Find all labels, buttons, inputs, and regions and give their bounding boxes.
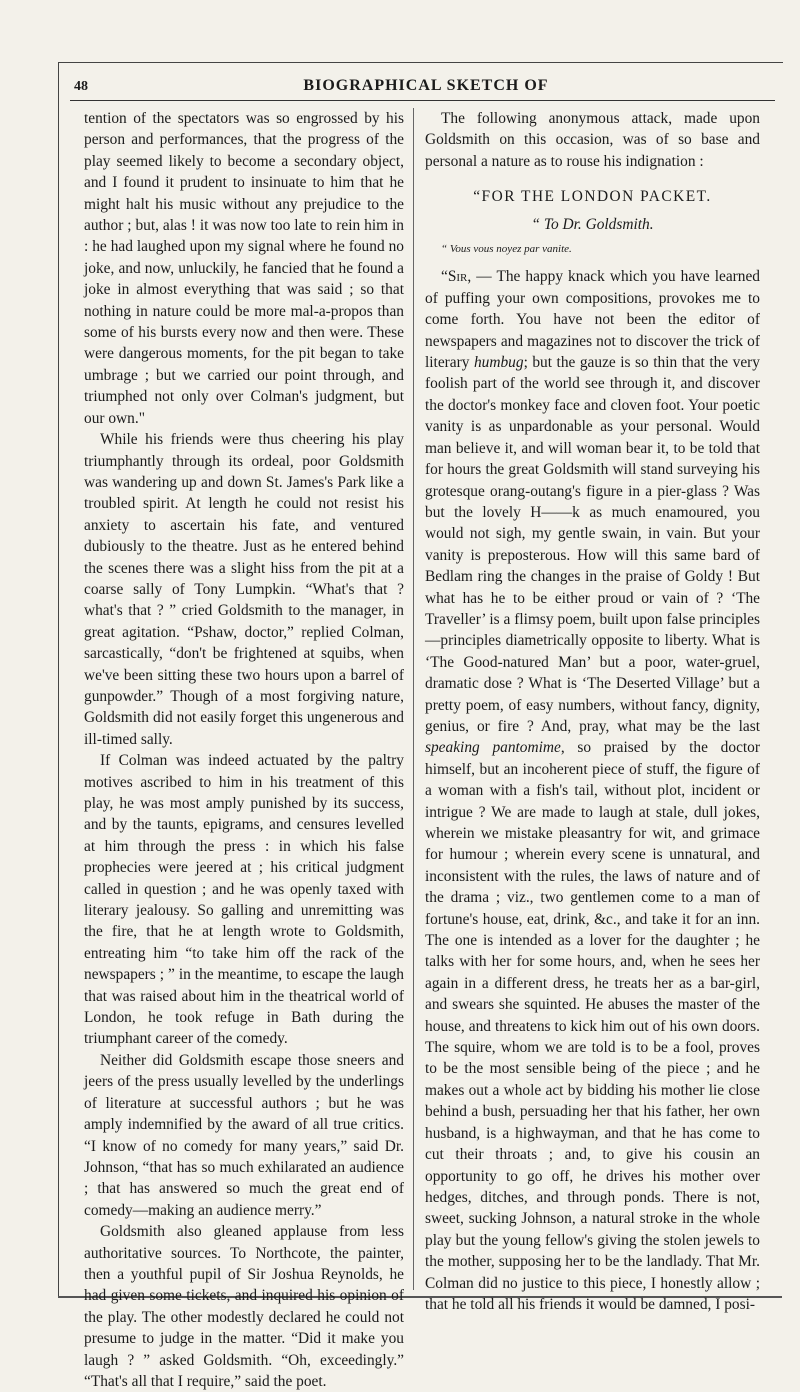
letter-body [425,266,760,1315]
italic-humbug: humbug [473,354,524,372]
paragraph-northcote: Goldsmith also gleaned applause from less authoritative sources. To Northcote, the painter, then a youthful pupil of Sir Joshua Reynolds, he had given some tickets, and inquired his opinion of the play. The other modestly declared he could not presume to judge in the matter. “Did it make you laugh ? ” asked Goldsmith. “Oh, exceedingly.” “That's all that I require,” said the poet. [84,1223,404,1390]
paragraph-continuation: tention of the spectators was so engrossed by his person and performances, that the progress of the play seemed likely to become a secondary object, and I found it prudent to insinuate to him that he might halt his music without any prejudice to the author ; but, alas ! it was now too late to rein him in : he had laughed upon my signal where he found no joke, and now, unluckily, he fancied that he found a joke in almost everything that was said ; so that nothing in nature could be more mal-a-propos than some of his bursts every now and then were. These were dangerous moments, for the pit began to take umbrage ; but we carried our point through, and triumphed not only over Colman's judgment, but our own." [84,110,404,427]
letter-body-part-3: , so praised by the doctor himself, but an incoherent piece of stuff, the figure of a woman with a fish's tail, without plot, incident or intrigue ? We are made to laugh at stale, dull jokes, wherein we mistake pleasantry for wit, and grimace for humour ; wherein every scene is unnatural, and inconsistent with the rules, the laws of nature and of the drama ; viz., two gentlemen come to a man of fortune's house, eat, drink, &c., and take it for an inn. The one is intended as a lover for the daughter ; he talks with her for some hours, and, when he sees her again in a different dress, he treats her as a bar-girl, and swears she squinted. He abuses the master of the house, and threatens to kick him out of his own doors. The squire, whom we are told is to be a fool, proves to be the most sensible being of the piece ; and he makes out a whole act by bidding his mother lie close behind a bush, persuading her that his father, her own husband, is a highwayman, and that he has come to cut their throats ; and, to give his cousin an opportunity to go off, he drives his mother over hedges, ditches, and through ponds. There is not, sweet, sucking Johnson, a natural stroke in the whole play but the young fellow's giving the stolen jewels to the mother, supposing her to be the landlady. That Mr. Colman did no justice to this piece, I honestly allow ; that he told all his friends it would be damned, I posi- [425,739,760,1313]
letter-body-part-1: — The happy knack which you have learned of puffing your own compositions, provokes me to come forth. You have not been the editor of newspapers and magazines not to discover the trick of literary [425,268,760,372]
letter-motto: “ Vous vous noyez par vanite. [441,243,572,256]
paragraph-anonymous-attack-intro: The following anonymous attack, made upon Goldsmith on this occasion, was of so base and personal a nature as to rouse his indignation : [425,110,760,170]
letter-salutation: “Sir, [441,268,472,286]
paragraph-johnson-praise: Neither did Goldsmith escape those sneers and jeers of the press usually levelled by the underlings of literature at successful authors ; but he was amply indemnified by the award of all true critics. “I know of no comedy for many years,” said Dr. Johnson, “that has so much exhilarated an audience ; that has answered so much the great end of comedy—making an audience merry.” [84,1051,404,1219]
left-column [84,108,404,1392]
running-title: BIOGRAPHICAL SKETCH OF [303,77,549,94]
header-rule [70,100,775,101]
letter-addressee: “ To Dr. Goldsmith. [531,215,654,233]
page-number: 48 [74,79,88,94]
page-header [70,73,782,103]
italic-speaking-pantomime: speaking pantomime [425,739,561,757]
letter-body-part-2: ; but the gauze is so thin that the very foolish part of the world see through it, and discover the doctor's monkey face and cloven foot. Your poetic vanity is as unpardonable as your personal. Would man believe it, and will woman bear it, to be told that for hours the great Goldsmith will stand surveying his grotesque orang-outang's figure in a pier-glass ? Was but the lovely H——k as much enamoured, you would not sigh, my gentle swain, in vain. But your vanity is preposterous. How will this same bard of Bedlam ring the changes in the praise of Goldy ! But what has he to be either proud or vain of ? ‘The Traveller’ is a flimsy poem, built upon false principles—principles diametrically opposite to liberty. What is ‘The Good-natured Man’ but a poor, water-gruel, dramatic dose ? What is ‘The Deserted Village’ but a pretty poem, of easy numbers, without fancy, dignity, genius, or fire ? And, pray, what may be the last [425,354,760,735]
letter-heading: “FOR THE LONDON PACKET. [473,188,712,206]
paragraph-friends-cheering: While his friends were thus cheering his play triumphantly through its ordeal, poor Goldsmith was wandering up and down St. James's Park like a troubled spirit. At length he could not resist his anxiety to ascertain his fate, and ventured dubiously to the theatre. Just as he entered behind the scenes there was a slight hiss from the pit at a coarse sally of Tony Lumpkin. “What's that ? what's that ? ” cried Goldsmith to the manager, in great agitation. “Pshaw, doctor,” replied Colman, sarcastically, “don't be frightened at squibs, when we've been sitting these two hours upon a barrel of gunpowder.” Though of a most forgiving nature, Goldsmith did not easily forget this ungenerous and ill-timed sally. [84,431,404,748]
column-divider [413,108,414,1290]
right-column [425,108,760,1315]
paragraph-colman-motives: If Colman was indeed actuated by the paltry motives ascribed to him in his treatment of this play, he was most amply punished by its success, and by the taunts, epigrams, and censures levelled at him through the press : in which his false prophecies were jeered at ; his critical judgment called in question ; and he was openly taxed with literary jealousy. So galling and unremitting was the fire, that he at length wrote to Goldsmith, entreating him “to take him off the rack of the newspapers ; ” in the meantime, to escape the laugh that was raised about him in the theatrical world of London, he took refuge in Bath during the triumphant career of the comedy. [84,752,404,1048]
